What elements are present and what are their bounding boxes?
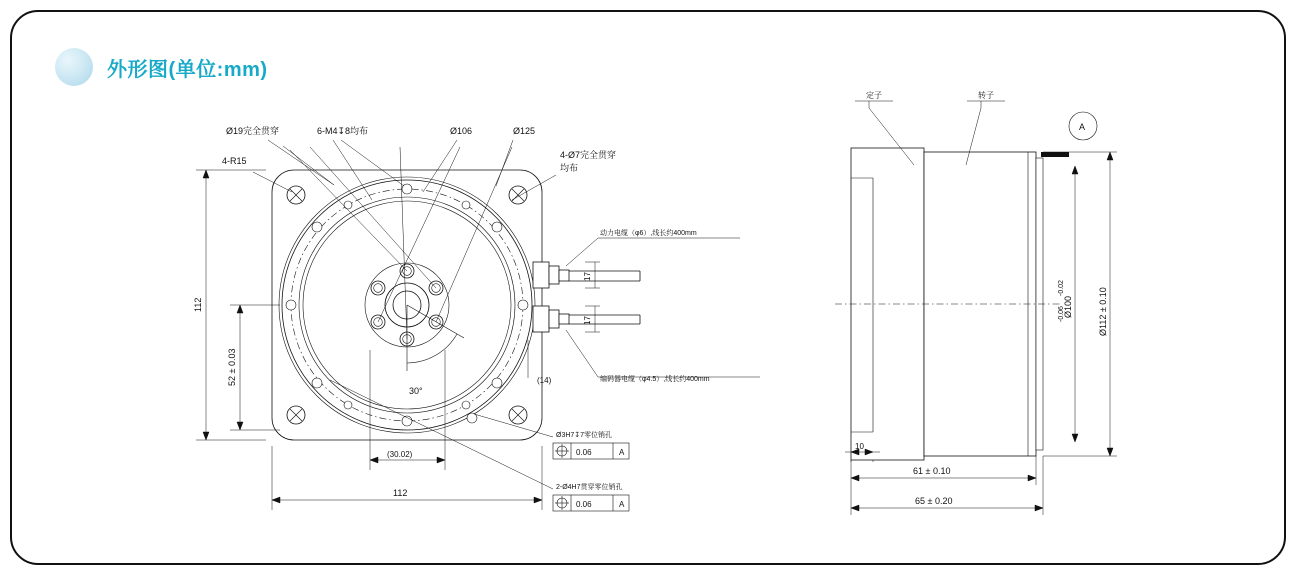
page-title: 外形图(单位:mm) [107, 58, 268, 81]
front-label-o19: Ø19完全贯穿 [226, 126, 280, 136]
side-label-a: A [1079, 122, 1086, 132]
tolerance-datum-2: A [619, 500, 625, 509]
front-label-o125: Ø125 [513, 126, 536, 136]
side-view [835, 90, 1117, 515]
front-label-4r15: 4-R15 [222, 156, 247, 166]
side-dim-o100-tol-lower: -0.06 [1058, 306, 1065, 322]
front-dim-112-vertical: 112 [193, 297, 203, 312]
side-dim-61: 61 ± 0.10 [913, 466, 951, 476]
tolerance-value-2: 0.06 [576, 500, 592, 509]
front-label-4o7-second: 均布 [560, 163, 579, 173]
front-label-pin-3h7: Ø3H7↧7零位销孔 [556, 432, 613, 439]
side-dim-o100-tol-upper: -0.02 [1058, 280, 1065, 296]
front-label-6m4: 6-M4↧8均布 [317, 126, 369, 136]
front-label-power-cable: 动力电缆（φ6）,线长约400mm [600, 230, 697, 237]
front-label-pin-2-4h7: 2-Ø4H7贯穿零位销孔 [556, 484, 623, 491]
position-icon [555, 496, 569, 510]
front-view [193, 125, 760, 511]
side-dim-10: 10 [855, 442, 864, 451]
front-dim-17a: 17 [583, 272, 592, 281]
tolerance-frame-2 [553, 495, 629, 511]
front-label-4o7: 4-Ø7完全贯穿 [560, 150, 617, 160]
side-dim-o112: Ø112 ± 0.10 [1098, 287, 1108, 336]
side-label-stator: 定子 [866, 91, 882, 100]
front-label-30deg: 30° [409, 386, 423, 396]
side-label-rotor: 转子 [978, 91, 994, 100]
front-label-14: (14) [537, 376, 552, 385]
front-dim-112-horizontal: 112 [393, 488, 408, 498]
front-dim-3002: (30.02) [387, 450, 413, 459]
position-icon [555, 444, 569, 458]
tolerance-frame-1 [553, 443, 629, 459]
front-label-encoder-cable: 编码器电缆（φ4.5）,线长约400mm [600, 376, 710, 383]
tolerance-value-1: 0.06 [576, 448, 592, 457]
front-label-o106: Ø106 [450, 126, 473, 136]
front-dim-17b: 17 [583, 316, 592, 325]
side-dim-o100: Ø100 [1063, 295, 1073, 318]
tolerance-datum-1: A [619, 448, 625, 457]
side-dim-65: 65 ± 0.20 [915, 496, 953, 506]
front-dim-52: 52 ± 0.03 [227, 348, 237, 386]
